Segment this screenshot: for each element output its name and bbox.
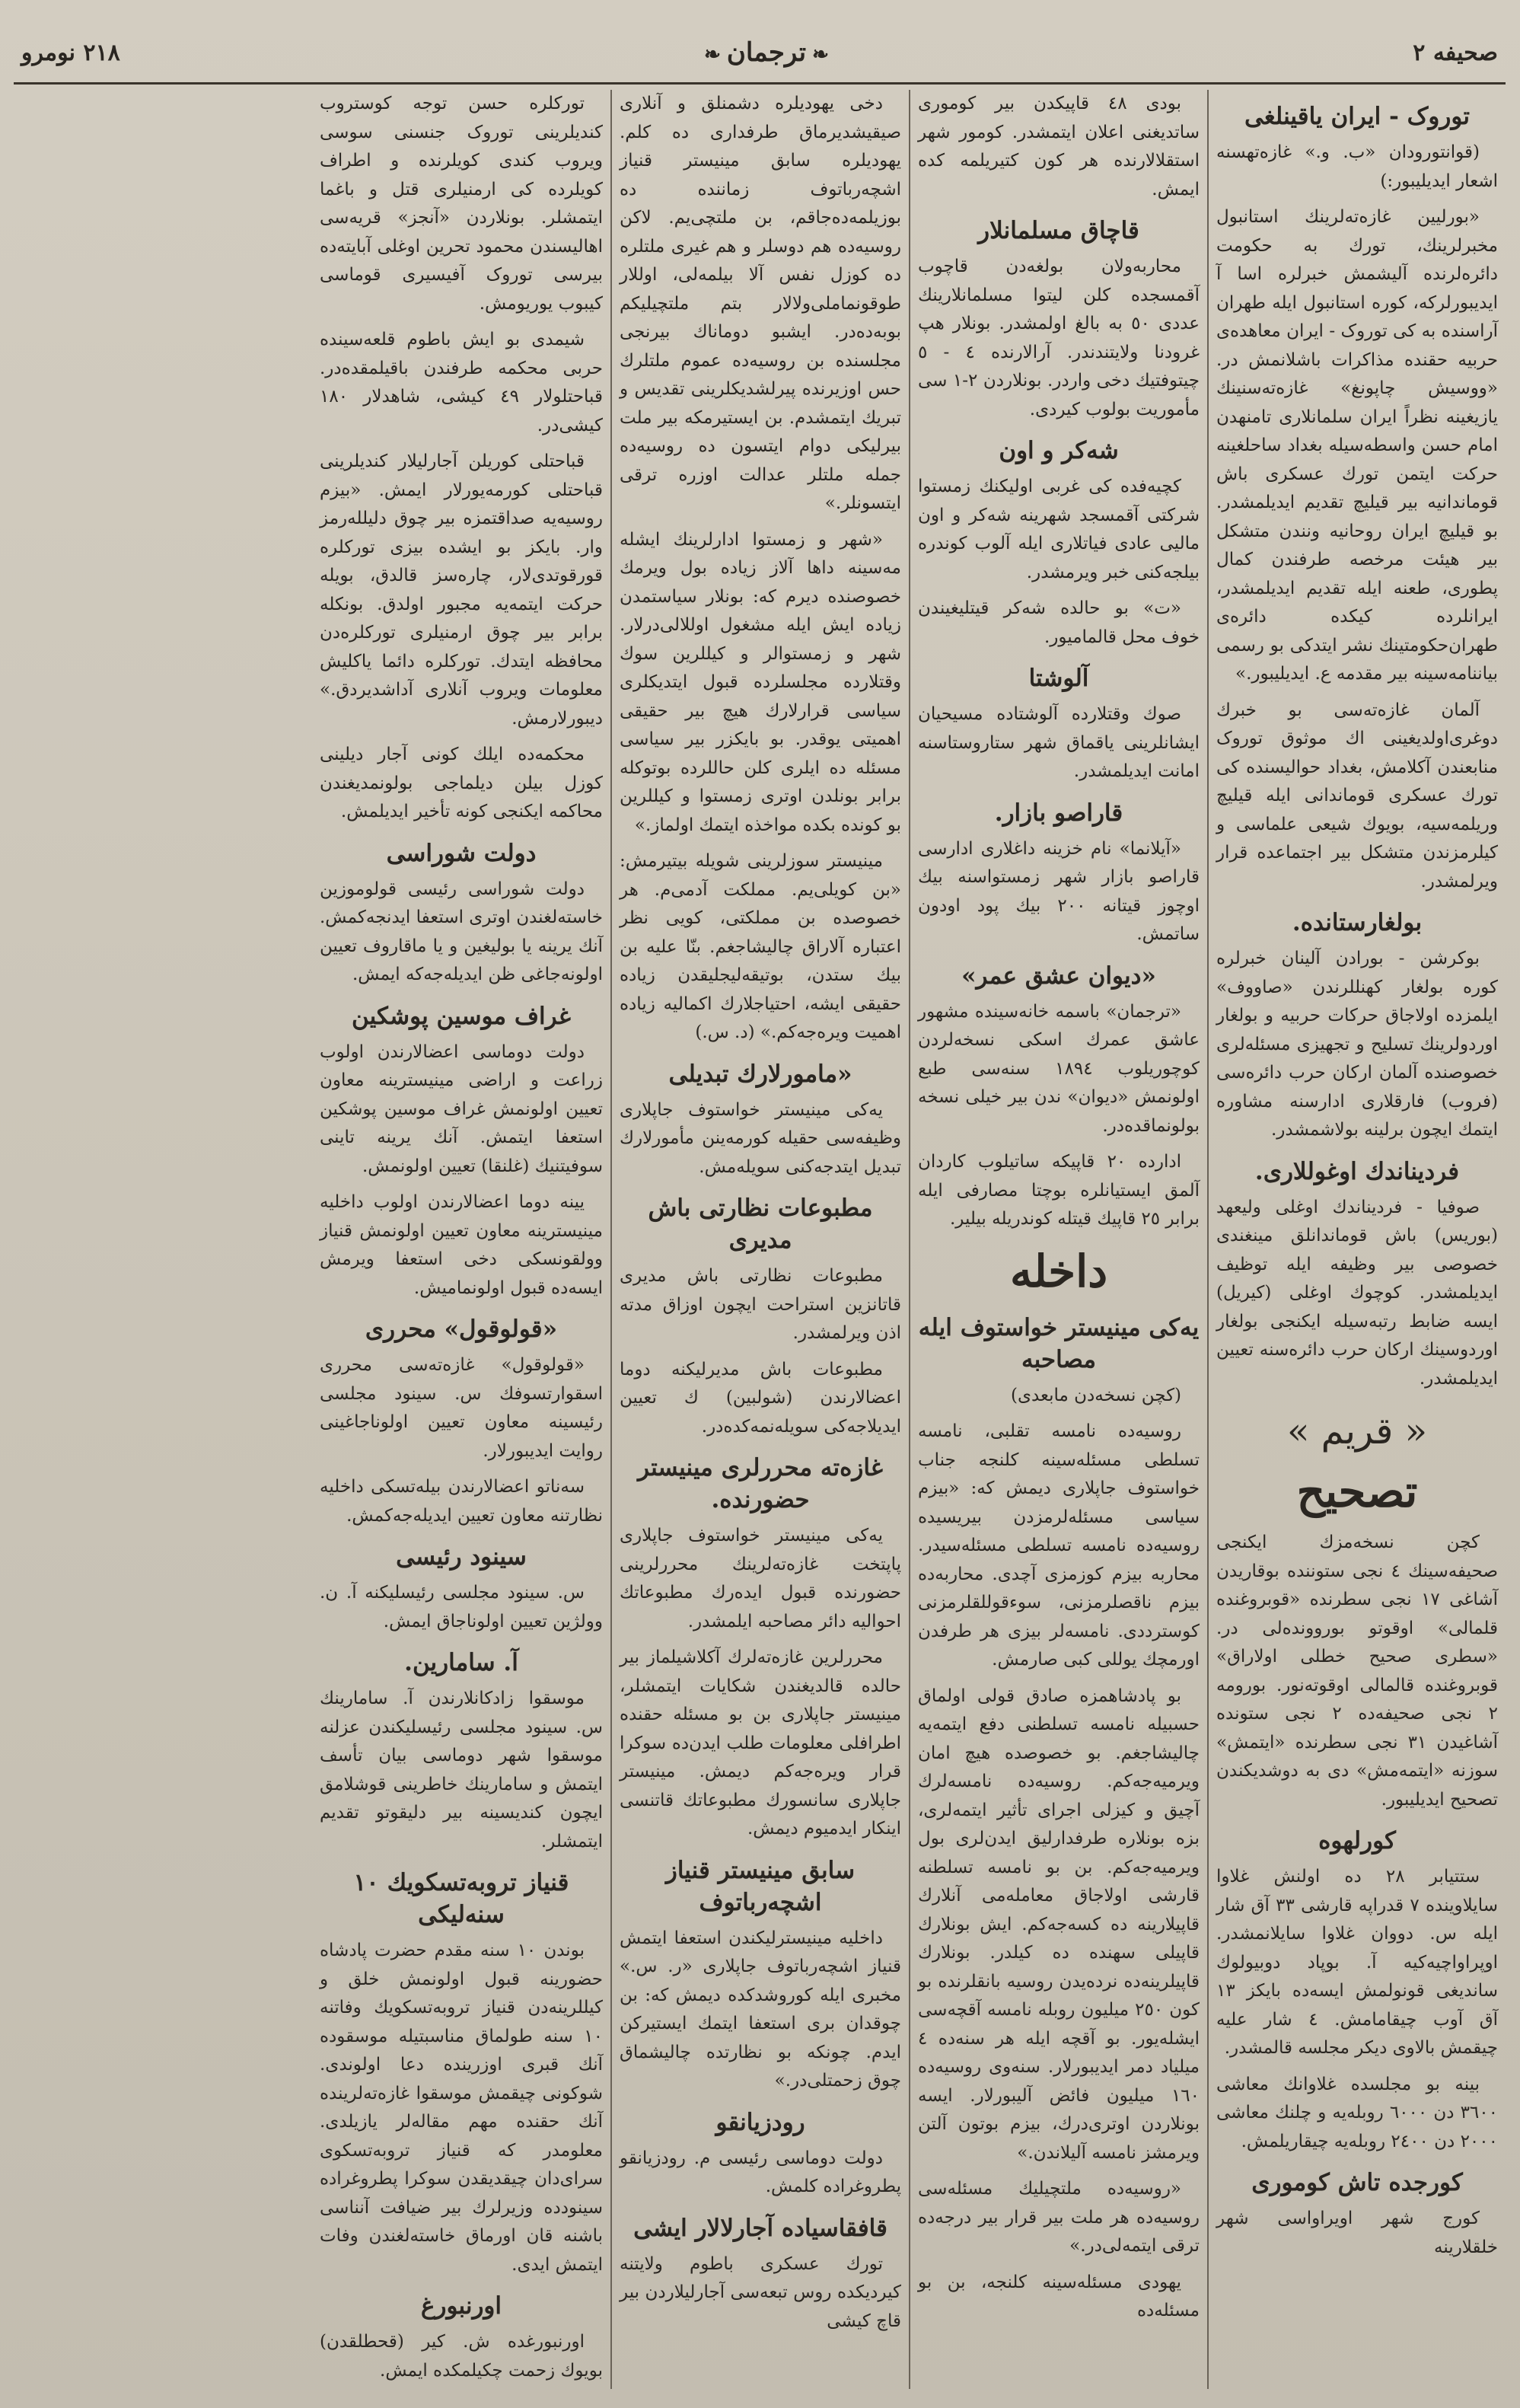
article-paragraph: (قوانتورودان «ب. و.» غازه‌تهسنه اشعار ايديليبور:) xyxy=(1216,142,1498,191)
article-heading: دولت شوراسى xyxy=(386,839,537,867)
page-number-label: صحيفه ٢ xyxy=(1413,39,1498,66)
article-paragraph: دولت دوماسى اعضالارندن اولوب زراعت و اراضى مينيسترينه معاون تعيين اولونمش غراف موسين پوشكين استعفا ايتمش. آنك يرينه تاينى سوفيتنيك (غلنقا) تعيين اولونمش. xyxy=(320,1041,603,1176)
article-heading: مطبوعات نظارتى باش مديرى xyxy=(648,1194,873,1254)
article-paragraph: يينه دوما اعضالارندن اولوب داخليه مينيسترينه معاون تعيين اولونمش قنياز وولقونسكى دخى استعفا ويرمش ايسه‌ده قبول اولونماميش. xyxy=(320,1192,603,1298)
article-paragraph: سه‌ناتو اعضالارندن بيله‌تسكى داخليه نظارتنه معاون تعيين ايديله‌جه‌كمش. xyxy=(320,1477,603,1526)
article-paragraph: «قولوقول» غازه‌ته‌سى محررى اسقوارتسوفك س. سينود مجلسى رئيسينه معاون تعيين اولوناجاغينى روايت ايديبورلار. xyxy=(320,1355,603,1461)
article-paragraph: دولت شوراسى رئيسى قولوموزين خاسته‌لغندن اوترى استعفا ايدنجه‌كمش. آنك يرينه يا بوليغين و يا ماقاروف تعيين اولونه‌جاغى ظن ايديله‌جه‌كه ايمش. xyxy=(320,879,603,984)
article-paragraph: «روسيه‌ده ملتچيليك مسئله‌سى روسيه‌ده هر ملت بير قرار بير درجه‌ده ترقى ايتمه‌لى‌در.» xyxy=(918,2179,1200,2256)
newspaper-title: ❧ ترجمان ❧ xyxy=(698,37,835,68)
column-3 xyxy=(610,90,909,2389)
article-paragraph: يه‌كى مينيستر خواستوف جاپلارى پاپتخت غازه‌ته‌لرينك محررلرينى حضورنده قبول ايده‌رك مطبوعاتك احواليه دائر مصاحبه ايلمشدر. xyxy=(620,1526,901,1631)
article-paragraph: اورنبورغده ش. كير (قحطلقدن) بويوك زحمت چكيلمكده ايمش. xyxy=(320,2332,603,2381)
page-header xyxy=(14,23,1506,85)
article-paragraph: صوك وقتلارده آلوشتاده مسيحيان ايشانلرينى ياقماق شهر ستاروستاسنه امانت ايديلمشدر. xyxy=(918,704,1200,781)
article-heading: قافقاسياده آجارلالار ايشى xyxy=(633,2214,887,2242)
article-paragraph: يهودى مسئله‌سينه كلنجه، بن بو مسئله‌ده xyxy=(918,2272,1200,2320)
article-heading: قنياز تروبه‌تسكويك ١٠ سنه‌ليكى xyxy=(353,1869,569,1928)
article-heading: بولغارستانده. xyxy=(1292,909,1423,936)
article-heading: كورجده تاش كومورى xyxy=(1251,2169,1463,2196)
ornament-label: « قريم » xyxy=(1287,1410,1427,1453)
article-heading: سينود رئيسى xyxy=(396,1543,527,1571)
article-paragraph: كچيه‌فده كى غربى اوليكنك زمستوا شركتى آقمسجد شهرينه شه‌كر و اون ماليى عادى فياتلارى ايله آلوب كوندره بيلجه‌كنى خبر ويرمشدر. xyxy=(918,477,1200,582)
article-heading: آلوشتا xyxy=(1028,665,1089,692)
article-paragraph: بوندن ١٠ سنه مقدم حضرت پادشاه حضورينه قبول اولونمش خلق و كيللرينه‌دن قنياز تروبه‌تسكويك وفاتنه ١٠ سنه طولماق مناسبتيله موسقوده آنك قبرى اوزرينده دعا اولوندى. شوكونى چيقمش موسقوا غازه‌ته‌لرينده آنك حقنده مهم مقاله‌لر يازيلدى. معلومدر كه قنياز تروبه‌تسكوى سراى‌دان چيقديقدن سوكرا پطروغراده سينودده وزيرلرك بير ضيافت آنناسى باشنه قان اورماق خاسته‌لغندن وفات ايتمش ايدى. xyxy=(320,1941,603,2275)
article-paragraph: كچن نسخه‌مزك ايكنجى صحيفه‌سينك ٤ نجى ستوننده بوقاريدن آشاغى ١٧ نجى سطرنده «قوبروغنده قلمالى» اوقوتو بوروونده‌لى در. «سطرى صحيح خطلى اولاراق» قوبروغنده قالمالى اوقوته‌نور. بورومه ٢ نجى صحيفه‌ده ٢ نجى ستونده آشاغيدن ٣١ نجى سطرنده «ايتمش» سوزنه «ايتمه‌مش» دى به دوشديكندن تصحيح ايديليبور. xyxy=(1216,1533,1498,1810)
article-paragraph: بو پادشاهمزه صادق قولى اولماق حسبيله نامسه تسلطنى دفع ايتمه‌يه چاليشاجغم. بو خصوصده هيچ امان ويرميه‌جه‌كم. روسيه‌ده نامسه‌لرك آچيق و كيزلى اجراى تأثير ايتمه‌لرى، بزه بونلاره طرفدارليق ايدن‌لرى بول ويرميه‌جه‌كم. بن بو نامسه تسلطنه قارشى اولاجاق معامله‌مى آنلارك قاپيلارينه ده كسه‌جه‌كم. ايش بونلارك قاپيلى سهنده ده كيلدر. بونلارك قاپيلرينه‌ده نرده‌يدن روسيه بانقلرنده بو كون ٢٥٠ ميليون روبله نامسه آقچه‌سى ايشله‌يور. بو آقچه ايله هر سنه‌ده ٤ ميلياد دمر ايديبورلار. سنه‌وى روسيه‌ده ١٦٠ ميليون فائض آليبورلار. ايسه بونلاردن اوترى‌درك، بيزم بوتون آلتن ويرمشز نامسه آليلاندن.» xyxy=(918,1686,1200,2163)
article-paragraph: «آيلانما» نام خزينه داغلارى ادارسى قاراصو بازار شهر زمستواسنه بيك اوچوز قيتانه ٢٠٠ بيك پود اودون ساتمش. xyxy=(918,838,1200,944)
article-heading: غراف موسين پوشكين xyxy=(352,1002,571,1030)
article-paragraph: مينيستر سوزلرينى شويله بيتيرمش: «بن كويلى‌يم. مملكت آدمى‌م. هر خصوصده بن مملكتى، كويى نظر اعتباره آلاراق چاليشاجغم. بنّا عليه بن بيك ستدن، بوتيقه‌ليجليقدن زياده حقيقى ايشه، احتياجلارك اكماليه زياده اهميت ويره‌جه‌كم.» (د. س.) xyxy=(620,851,901,1042)
article-paragraph: صوفيا - فرديناندك اوغلى وليعهد (بوريس) باش قوماندانلق مينغندى خصوصى بير وظيفه ايله توظيف ايديلمشدر. كوچوك اوغلى (كيريل) ايسه ضابط رتبه‌سيله ايكنجى بولغار اوردوسينك اركان حرب دائره‌سنه تعيين ايديلمشدر. xyxy=(1216,1197,1498,1389)
column-4 xyxy=(312,90,610,2389)
article-paragraph: كورج شهر اويراواسى شهر خلقلارينه xyxy=(1216,2209,1498,2257)
article-heading: غازه‌ته محررلرى مينيستر حضورنده. xyxy=(638,1454,883,1513)
column-1 xyxy=(1207,90,1506,2389)
article-heading: يه‌كى مينيستر خواستوف ايله مصاحبه xyxy=(918,1313,1200,1373)
article-paragraph: س. سينود مجلسى رئيسليكنه آ. ن. وولژين تعيين اولوناجاق ايمش. xyxy=(320,1583,603,1631)
article-heading: آ. سامارين. xyxy=(404,1649,518,1676)
article-paragraph: شيمدى بو ايش باطوم قلعه‌سينده حربى محكمه طرفندن باقيلمقده‌در. قباحتلولار ٤٩ كيشى، شاهدلار ١٨٠ كيشى‌در. xyxy=(320,330,603,435)
article-heading: «ما‌مورلارك تبديلى xyxy=(668,1060,852,1088)
article-paragraph: توركلره حسن توجه كوستروب كنديلرينى توروک جنسنى سوسى ويروب كندى كويلرنده و اطراف كويلرده كى ارمنيلرى قتل و باغما ايتمشلر. بونلاردن «آنجز» قريه‌سى اهاليسندن محمود تحرين اوغلى آبايته‌ده بيرسى توروک آفيسيرى قوماسى كيبوب يوريومش. xyxy=(320,94,603,314)
article-columns xyxy=(14,90,1506,2397)
article-paragraph: ستتيابر ٢٨ ده اولنش غلاوا سايلاوينده ٧ قدراپه قارشى ٣٣ آق شار ايله س. دووان غلاوا سايلانمشدر. اوپراواچيه‌كيه آ. بوپاد دوبيولوك سانديغى قونولمش ايسه‌ده بايكز ١٣ آق آوب چيقامامش. ٤ شار عليه چيقمش بالاوى ديكر مجلسه قالمشدر. xyxy=(1216,1867,1498,2058)
issue-number-label: ٢١٨ نومرو xyxy=(21,39,120,66)
article-paragraph: «ترجمان» باسمه خانه‌سينده مشهور عاشق عمرك اسكى نسخه‌لردن كوچوريلوب ١٨٩٤ سنه‌سى طبع اولونمش «ديوان» ندن بير خيلى نسخه بولونماقده‌در. xyxy=(918,1001,1200,1136)
article-heading: توروک - ايران ياقينلغى xyxy=(1244,103,1470,130)
column-2 xyxy=(909,90,1207,2389)
article-paragraph: قباحتلى كوريلن آجارليلار كنديلرينى قباحتلى كورمه‌يورلار ايمش. «بيزم روسيه‌يه صداقتمزه بير چوق دليلله‌رمز وار. بايكز بو ايشده بيزى توركلره قورقوتدى‌لار، چاره‌سز قالدق، بويله حركت ايتمه‌يه مجبور اولدق. بونكله برابر بير چوق ارمنيلرى توركلره‌دن محافظه ايتدك. توركلره دائما ياكليش معلومات ويروب آنلارى آداشديردق.» ديبورلارمش. xyxy=(320,451,603,729)
article-heading: كورلهوه xyxy=(1318,1827,1396,1855)
article-heading: شه‌كر و اون xyxy=(999,437,1119,464)
article-paragraph: بينه بو مجلسده غلاوانك معاشى ٣٦٠٠ دن ٦٠٠٠ روبله‌يه و چلنك معاشى ٢٠٠٠ دن ٢٤٠٠ روبله‌يه چيقاريلمش. xyxy=(1216,2074,1498,2151)
article-paragraph: مطبوعات باش مديرليكنه دوما اعضالارندن (شولبين) ك تعيين ايديلاجه‌كى سويله‌نمه‌كده‌در. xyxy=(620,1359,901,1437)
article-paragraph: دولت دوماسى رئيسى م. رودزيانقو پطروغراده كلمش. xyxy=(620,2148,901,2196)
article-paragraph: بودى ٤٨ قاپيكدن بير كومورى ساتديغنى اعلان ايتمشدر. كومور شهر استقلالارنده هر كون كتيريلمه كده ايمش. xyxy=(918,94,1200,199)
article-paragraph: يه‌كى مينيستر خواستوف جاپلارى وظيفه‌سى حقيله كورمه‌ينن مأمورلارك تبديل ايتدجه‌كنى سويله‌مش. xyxy=(620,1099,901,1177)
article-paragraph: ادارده ٢٠ قاپيكه ساتيلوب كاردان آلمق ايستيانلره بوچتا مصارفى ايله برابر ٢٥ قاپيك قيتله كوندريله بيلير. xyxy=(918,1152,1200,1229)
article-heading: اورنبورغ xyxy=(420,2292,502,2320)
article-paragraph: «شهر و زمستوا ادارلرينك ايشله مه‌سينه داها آلاز زياده بول ويرمك خصوصنده ديرم كه: بونلار سياستمدن زياده ايش ايله مشغول اوللالى‌درلار. شهر و زمستوالر و كيللرين سوك وقتلارده مجلسلرده قبول ايتديكلرى سياسى قرارلارك هيچ بير حقيقى اهميتى يوقدر. بو بايكزر بير سياسى مسئله ده ايلرى كلن حاللرده بوتوكله برابر بونلدن اوترى زمستوا و كيللرين بو كونده بكده مواخذه ايتمك اولماز.» xyxy=(620,529,901,835)
article-paragraph: «بورليين غازه‌ته‌لرينك استانبول مخبرلرينك، تورك به حكومت دائره‌لرنده آليشمش خبرلره اسا آ ايديبورلركه، كوره استانبول ايله طهران آراسنده به كى توروک - ايران معاهده‌ى حربيه حقنده مذاكرات باشلانمش در. «ووسيش چاپونغ» غازه‌ته‌سنينك يازيغينه نظراً ايران سلمانلارى تامنهدن امام حسن واسطه‌سيله بغداد ساحلغينه حركت ايتمن تورك عسكرى باش قوماندانيه بير قيليچ تقديم ايديلمشدر. بو قيليچ ايران روحانيه ونندن متشكل بير هيئت مرخصه طرفندن كمال پطورى، طعنه ايله تقديم ايديلمشدر، ايرانلرده كيكده دائره‌ى طهران‌حكومتينك نشر ايتدكى بو رسمى بياننامه‌سينه بير مقدمه ع. ايديليبور.» xyxy=(1216,207,1498,684)
article-paragraph: بوكرشن - بورادن آلينان خبرلره كوره بولغار كهنللرندن «صاووف» ايلمزده اولاجاق حركات حربيه و بولغار اوردولرينك تسليح و تجهيزى مسئله‌لرى خصوصنده آلمان اركان حرب دائره‌سى (فروب) فارقلارى ادارسنه مشاوره ايتمك ايچون برلينه بولاشمشدر. xyxy=(1216,949,1498,1140)
article-heading: فرديناندك اوغوللارى. xyxy=(1254,1157,1460,1185)
article-heading: «قولوقول» محررى xyxy=(365,1316,558,1343)
article-paragraph: محررلرين غازه‌ته‌لرك آكلاشيلماز بير حالده قالديغندن شكايات ايتمشلر، مينيستر جاپلارى بن بو مسئله حقنده اطرافلى معلومات طلب ايدن‌ده سوكرا قرار ويره‌جه‌كم ديمش. مينيستر جاپلارى سانسورك مطبوعاتك قاتنسى اينكار ايدميوم ديمش. xyxy=(620,1647,901,1839)
article-heading: سابق مينيستر قنياز اشچه‌رباتوف xyxy=(665,1856,856,1916)
article-heading: قاراصو بازار. xyxy=(994,799,1123,827)
article-paragraph: تورك عسكرى باطوم ولايتنه كيرديكده روس تبعه‌سى آجارليلاردن بير قاچ كيشى xyxy=(620,2253,901,2331)
article-paragraph: روسيه‌ده نامسه تقلبى، نامسه تسلطى مسئله‌سينه كلنجه جناب خواستوف جاپلارى ديمش كه: «بيزم سياسى مسئله‌لرمزدن بيريسيده روسيه‌ده نامسه تسلطى مسئله‌سيدر. محاربه بيزم كوزمزى آچدى. محاربه‌ده بيزم ناقصلرمزنى، سوءقوللقلرمزنى كوسترددى. نامسه‌لر بيزى هر طرفدن اورمچك يوللى كبى صارمش. xyxy=(918,1421,1200,1670)
article-paragraph: آلمان غازه‌ته‌سى بو خبرك دوغرى‌اولديغينى اك موثوق توروک منابعندن آكلامش، بغداد حواليسنده كى تورك عسكرى قوماندانى ايله قيليچ وريلمه‌سيه، بويوك شيعى علماسى و كيلرمزندن متشكل بير اجتماعده قرار وير‌لمشدر. xyxy=(1216,700,1498,891)
section-title: داخله xyxy=(1009,1245,1108,1297)
article-paragraph: موسقوا زادكانلارندن آ. سامارينك س. سينود مجلسى رئيسليكندن عزلنه موسقوا شهر دوماسى بيان تأسف ايتمش و سامارينك خاطرينى قوشلامق ايچون كنديسينه بير دليقوتو تقديم ايتمشلر. xyxy=(320,1689,603,1851)
article-paragraph: (كچن نسخه‌دن مابعدى) xyxy=(1010,1385,1181,1405)
article-paragraph: «ت» بو حالده شه‌كر قيتليغيندن خوف محل قالماميور. xyxy=(918,598,1200,647)
section-title: تصحيح xyxy=(1296,1466,1418,1517)
article-heading: «ديوان عشق عمر» xyxy=(961,962,1156,990)
article-heading: قاچاق مسلمانلار xyxy=(978,217,1139,244)
article-paragraph: دخى يهوديلره دشمنلق و آنلارى صيقيشديرماق طرفدارى ده كلم. يهوديلره سابق مينيستر قنياز اشچه‌رباتوف زماننده ده بوزيلمه‌ده‌جاقم، بن ملتچى‌يم. لاكن روسيه‌ده هم دوسلر و هم غيرى ملتلره ده‌ كوزل نفس آلا بيلمه‌لى، اوللار طوقونماملى‌ولالار بتم ملتچيليكم بوبه‌ده‌در. ايشبو دوماناك بيرنجى مجلسنده بن روسيه‌ده عموم ملتلرك حس اوزيرنده پيرلشديكلرينى تقديس و تبريك ايتمشدم. بن ايستيرمكه بير ملت بيرليكى دوام ايتسون ده روسيه‌ده جمله ملتلر عدالت اوزره ترقى ايتسونلر.» xyxy=(620,94,901,513)
article-paragraph: محاربه‌ولان بولغه‌دن قاچوب آقمسجده كلن ليتوا مسلمانلارينك عددى ٥٠ به بالغ اولمشدر. بونلار هپ غرودنا ولايتندندر. آرالارنده ٤ - ٥ چيتوفتيك دخى واردر. بونلاردن ٢-١ سى مأموريت بولوب كيردى. xyxy=(918,257,1200,419)
article-paragraph: مطبوعات نظارتى باش مديرى قاتانزين استراحت ايچون اوزاق مدته اذن ويرلمشدر. xyxy=(620,1266,901,1343)
article-paragraph: محكمه‌ده ايلك كونى آجار ديلينى كوزل بيلن ديلماجى بولونمديغندن محاكمه ايكنجى كونه تأخير ايديلمش. xyxy=(320,745,603,821)
article-paragraph: داخليه مينيسترليكندن استعفا ايتمش قنياز اشچه‌رباتوف جاپلارى «ر. س.» مخبرى ايله كوروشدكده ديمش كه: بن چوقدان برى استعفا ايتمك ايستيركن ايدم. چونكه بو نظارتده چاليشماق چوق زحمتلى‌در.» xyxy=(620,1928,901,2091)
article-heading: رودزيانقو xyxy=(715,2108,805,2136)
